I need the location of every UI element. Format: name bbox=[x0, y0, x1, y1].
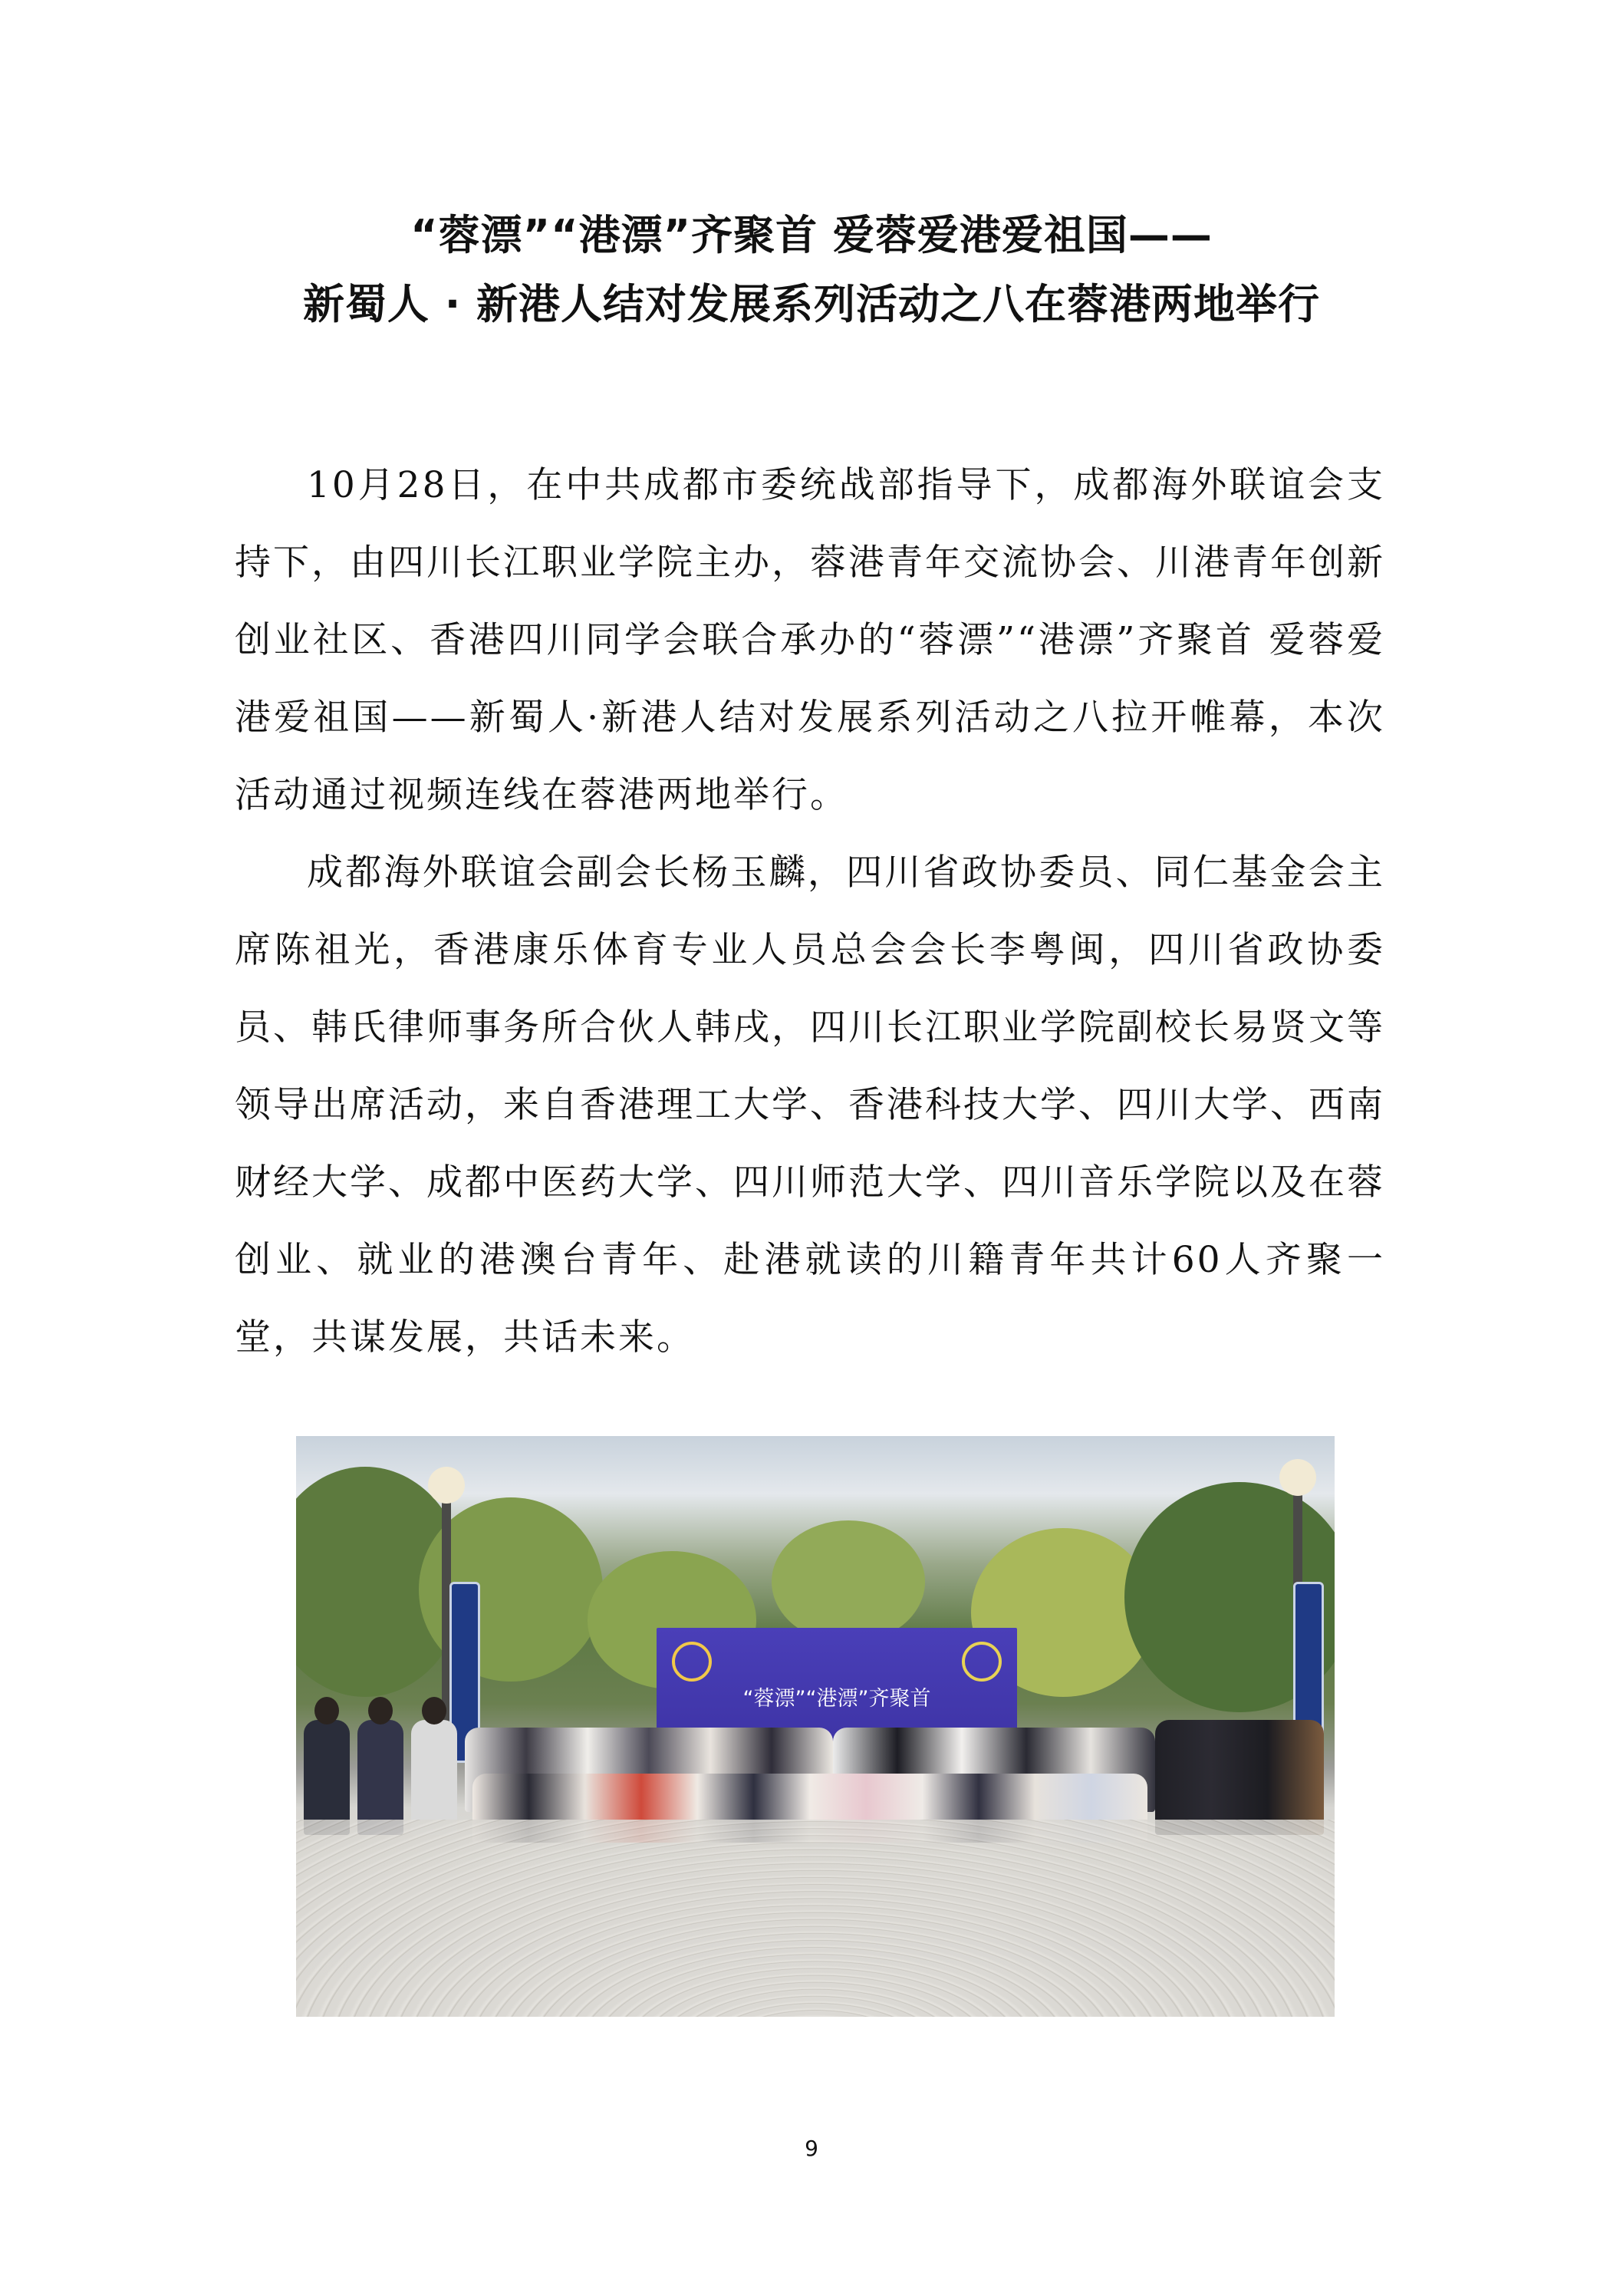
lamp-globe bbox=[1279, 1459, 1316, 1496]
lamp-globe bbox=[428, 1467, 465, 1504]
title-line-1: “蓉漂”“港漂”齐聚首 爱蓉爱港爱祖国—— bbox=[410, 211, 1213, 259]
person bbox=[357, 1720, 403, 1835]
person-head bbox=[368, 1697, 393, 1724]
person bbox=[411, 1720, 457, 1835]
page-number: 9 bbox=[805, 2136, 818, 2161]
article-title bbox=[153, 201, 1470, 339]
banner-logo-icon bbox=[962, 1642, 1002, 1682]
paragraph-1: 10月28日，在中共成都市委统战部指导下，成都海外联谊会支持下，由四川长江职业学院主办，蓉港青年交流协会、川港青年创新创业社区、香港四川同学会联合承办的“蓉漂”“港漂”齐聚首 爱蓉爱港爱祖国——新蜀人·新港人结对发展系列活动之八拉开帷幕，本次活动通过视频连线在蓉港两地举行。 bbox=[235, 464, 1385, 816]
title-line-2: 新蜀人 · 新港人结对发展系列活动之八在蓉港两地举行 bbox=[302, 280, 1321, 328]
person bbox=[304, 1720, 350, 1835]
standing-group bbox=[1155, 1720, 1324, 1835]
article-body bbox=[235, 446, 1385, 1376]
person-head bbox=[422, 1697, 446, 1724]
person-head bbox=[314, 1697, 339, 1724]
paragraph-2: 成都海外联谊会副会长杨玉麟，四川省政协委员、同仁基金会主席陈祖光，香港康乐体育专业人员总会会长李粤闽，四川省政协委员、韩氏律师事务所合伙人韩戌，四川长江职业学院副校长易贤文等领导出席活动，来自香港理工大学、香港科技大学、四川大学、西南财经大学、成都中医药大学、四川师范大学、四川音乐学院以及在蓉创业、就业的港澳台青年、赴港就读的川籍青年共计60人齐聚一堂，共谋发展，共话未来。 bbox=[235, 852, 1385, 1359]
cobblestone-pavement bbox=[296, 1820, 1335, 2017]
group-photo bbox=[296, 1436, 1335, 2017]
tree bbox=[772, 1520, 925, 1643]
banner-logo-icon bbox=[672, 1642, 712, 1682]
banner-text: “蓉漂”“港漂”齐聚首 bbox=[742, 1687, 931, 1711]
